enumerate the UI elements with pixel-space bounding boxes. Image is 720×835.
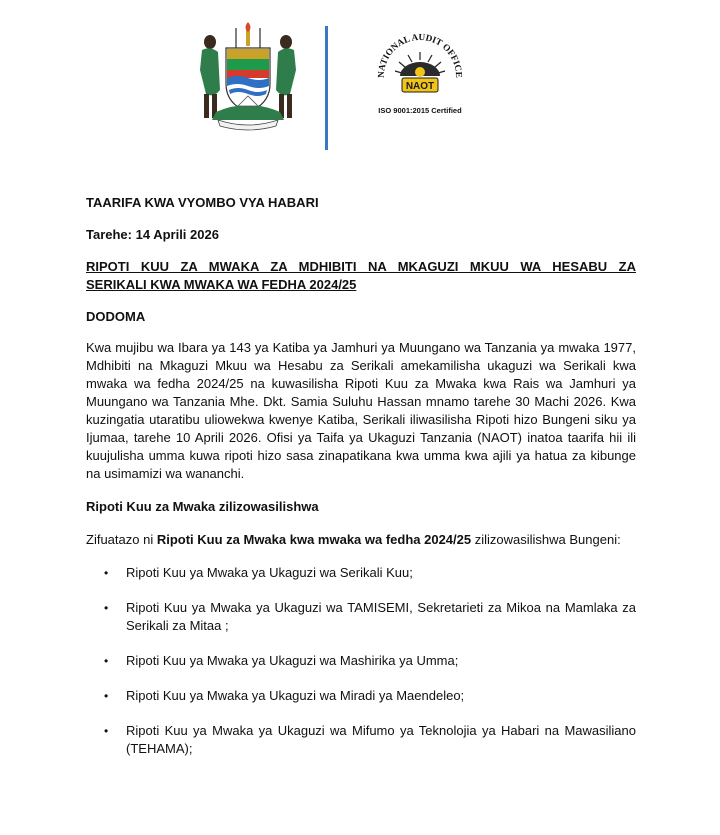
- document-title-line-1: RIPOTI KUU ZA MWAKA ZA MDHIBITI NA MKAGUZI MKUU WA HESABU ZA: [86, 259, 636, 274]
- list-intro-prefix: Zifuatazo ni: [86, 532, 154, 547]
- press-release-body: [86, 194, 636, 758]
- section-heading: Ripoti Kuu za Mwaka zilizowasilishwa: [86, 499, 319, 514]
- list-item-text: Ripoti Kuu ya Mwaka ya Ukaguzi wa Mashirika ya Umma;: [126, 653, 459, 668]
- list-intro-bold: Ripoti Kuu za Mwaka kwa mwaka wa fedha 2024/25: [156, 532, 472, 547]
- list-intro: [86, 531, 636, 549]
- list-item-text: Ripoti Kuu ya Mwaka ya Ukaguzi wa TAMISEMI, Sekretarieti za Mikoa na Mamlaka za Serikali za Mitaa ;: [126, 600, 636, 633]
- list-item: [86, 564, 636, 582]
- bullet-icon: •: [104, 566, 109, 580]
- naot-logo-icon: [370, 20, 470, 102]
- document-title-line-2: SERIKALI KWA MWAKA WA FEDHA 2024/25: [86, 277, 357, 292]
- bullet-icon: •: [104, 689, 109, 703]
- bullet-icon: •: [104, 724, 109, 738]
- list-item-text: Ripoti Kuu ya Mwaka ya Ukaguzi wa Serikali Kuu;: [126, 565, 413, 580]
- coat-of-arms-icon: [192, 20, 304, 132]
- document-label: TAARIFA KWA VYOMBO VYA HABARI: [86, 195, 319, 210]
- document-location: DODOMA: [86, 309, 146, 324]
- list-intro-suffix: zilizowasilishwa Bungeni:: [474, 532, 621, 547]
- list-item: [86, 599, 636, 635]
- list-item-text: Ripoti Kuu ya Mwaka ya Ukaguzi wa Miradi ya Maendeleo;: [126, 688, 465, 703]
- logo-badge-text: NAOT: [405, 81, 435, 92]
- document-date: Tarehe: 14 Aprili 2026: [86, 227, 219, 242]
- letterhead: [0, 0, 720, 170]
- bullet-icon: •: [104, 654, 109, 668]
- list-item: [86, 722, 636, 758]
- document-title: [86, 258, 636, 294]
- list-item-text: Ripoti Kuu ya Mwaka ya Ukaguzi wa Mifumo ya Teknolojia ya Habari na Mawasiliano (TEHAMA);: [126, 723, 636, 756]
- list-item: [86, 652, 636, 670]
- logo-ring-text: NATIONAL AUDIT OFFICE: [375, 31, 465, 79]
- bullet-icon: •: [104, 601, 109, 615]
- intro-paragraph: Kwa mujibu wa Ibara ya 143 ya Katiba ya Jamhuri ya Muungano wa Tanzania ya mwaka 1977, Mdhibiti na Mkaguzi Mkuu wa Hesabu za Serikali amekamilisha ukaguzi wa Serikali kwa mwaka wa fedha 2024/25 na kuwasilisha Ripoti Kuu za Mwaka kwa Rais wa Jamhuri ya Muungano wa Tanzania Mhe. Dkt. Samia Suluhu Hassan mnamo tarehe 30 Machi 2026. Kwa kuzingatia utaratibu uliowekwa kwenye Katiba, Serikali iliwasilisha Ripoti hizo Bungeni siku ya Ijumaa, tarehe 10 Aprili 2026. Ofisi ya Taifa ya Ukaguzi Tanzania (NAOT) inatoa taarifa hii ili kuujulisha umma kuwa ripoti hizo sasa zinapatikana kwa umma kwa ajili ya hatua za kibunge na usimamizi wa wananchi.: [86, 340, 636, 481]
- reports-list: [86, 564, 636, 758]
- list-item: [86, 687, 636, 705]
- header-divider: [325, 26, 328, 150]
- iso-certification: ISO 9001:2015 Certified: [378, 106, 462, 115]
